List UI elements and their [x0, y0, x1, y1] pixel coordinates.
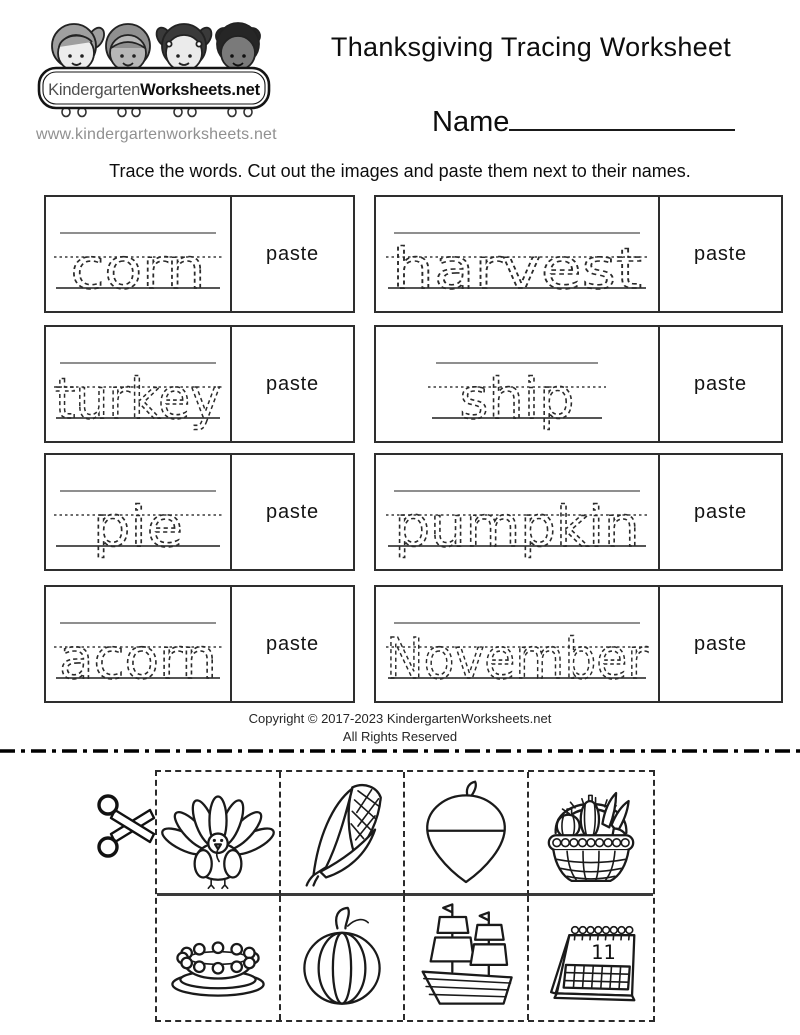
- paste-box[interactable]: [230, 197, 353, 311]
- cutout-cell-corn[interactable]: [281, 772, 405, 896]
- cutout-cell-harvest-basket[interactable]: [529, 772, 653, 896]
- tracing-area-acorn[interactable]: [46, 587, 230, 701]
- cutout-cell-pumpkin[interactable]: [281, 896, 405, 1020]
- paste-box[interactable]: [230, 327, 353, 441]
- cutout-cell-acorn[interactable]: [405, 772, 529, 896]
- paste-label: paste: [266, 242, 319, 265]
- copyright-line: Copyright © 2017-2023 KindergartenWorksheets.net: [248, 711, 552, 726]
- logo-banner-text: KindergartenWorksheets.net: [48, 81, 260, 99]
- scissors-icon: [96, 784, 158, 870]
- page-title: Thanksgiving Tracing Worksheet: [330, 32, 732, 62]
- rights-line: All Rights Reserved: [342, 729, 458, 745]
- trace-box-corn: [44, 195, 355, 313]
- trace-word-pie: pie: [93, 495, 183, 560]
- paste-label: paste: [694, 372, 747, 395]
- ship-image: [409, 901, 523, 1015]
- cut-here-dashed-line: [0, 746, 800, 756]
- tracing-area-ship[interactable]: [376, 327, 658, 441]
- tracing-area-harvest[interactable]: [376, 197, 658, 311]
- trace-box-harvest: [374, 195, 783, 313]
- tracing-area-turkey[interactable]: [46, 327, 230, 441]
- paste-label: paste: [266, 500, 319, 523]
- corn-image: [285, 776, 399, 890]
- kids-logo-icon: [36, 20, 272, 120]
- name-label: Name: [432, 106, 510, 138]
- cutout-cell-ship[interactable]: [405, 896, 529, 1020]
- trace-box-turkey: [44, 325, 355, 443]
- paste-label: paste: [266, 632, 319, 655]
- cutout-images-grid: [155, 770, 655, 1022]
- tracing-guides-pumpkin: [376, 455, 658, 569]
- paste-box[interactable]: [658, 327, 781, 441]
- acorn-image: [409, 776, 523, 890]
- cutout-cell-calendar[interactable]: [529, 896, 653, 1020]
- tracing-area-pie[interactable]: [46, 455, 230, 569]
- trace-word-november: November: [386, 627, 649, 692]
- copyright-notice: [0, 710, 800, 746]
- trace-word-ship: ship: [459, 367, 575, 432]
- pie-image: [161, 901, 275, 1015]
- name-line: [432, 98, 735, 139]
- tracing-guides-harvest: [376, 197, 658, 311]
- paste-label: paste: [266, 372, 319, 395]
- trace-box-acorn: [44, 585, 355, 703]
- paste-label: paste: [694, 632, 747, 655]
- trace-box-pumpkin: [374, 453, 783, 571]
- tracing-guides-pie: [46, 455, 230, 569]
- trace-word-corn: corn: [70, 237, 206, 302]
- tracing-guides-corn: [46, 197, 230, 311]
- tracing-guides-turkey: [46, 327, 230, 441]
- trace-word-pumpkin: pumpkin: [394, 495, 640, 560]
- trace-word-harvest: harvest: [392, 237, 642, 302]
- trace-word-acorn: acorn: [59, 627, 217, 692]
- tracing-area-november[interactable]: [376, 587, 658, 701]
- paste-label: paste: [694, 242, 747, 265]
- tracing-guides-acorn: [46, 587, 230, 701]
- paste-box[interactable]: [230, 587, 353, 701]
- tracing-area-pumpkin[interactable]: [376, 455, 658, 569]
- cutout-cell-pie[interactable]: [157, 896, 281, 1020]
- cutout-cell-turkey[interactable]: [157, 772, 281, 896]
- paste-box[interactable]: [658, 197, 781, 311]
- trace-box-pie: [44, 453, 355, 571]
- pumpkin-image: [285, 901, 399, 1015]
- trace-box-ship: [374, 325, 783, 443]
- tracing-area-corn[interactable]: [46, 197, 230, 311]
- instructions-text: Trace the words. Cut out the images and paste them next to their names.: [109, 161, 691, 181]
- site-logo: [36, 20, 277, 144]
- name-blank-line[interactable]: [509, 98, 735, 131]
- tracing-guides-november: [376, 587, 658, 701]
- paste-box[interactable]: [658, 587, 781, 701]
- tracing-guides-ship: [376, 327, 658, 441]
- trace-box-november: [374, 585, 783, 703]
- website-url: www.kindergartenworksheets.net: [36, 126, 277, 143]
- paste-box[interactable]: [230, 455, 353, 569]
- calendar-image: [534, 901, 648, 1015]
- harvest-basket-image: [534, 776, 648, 890]
- paste-box[interactable]: [658, 455, 781, 569]
- calendar-date-number: 11: [591, 941, 616, 965]
- trace-word-turkey: turkey: [55, 367, 221, 432]
- paste-label: paste: [694, 500, 747, 523]
- turkey-image: [161, 776, 275, 890]
